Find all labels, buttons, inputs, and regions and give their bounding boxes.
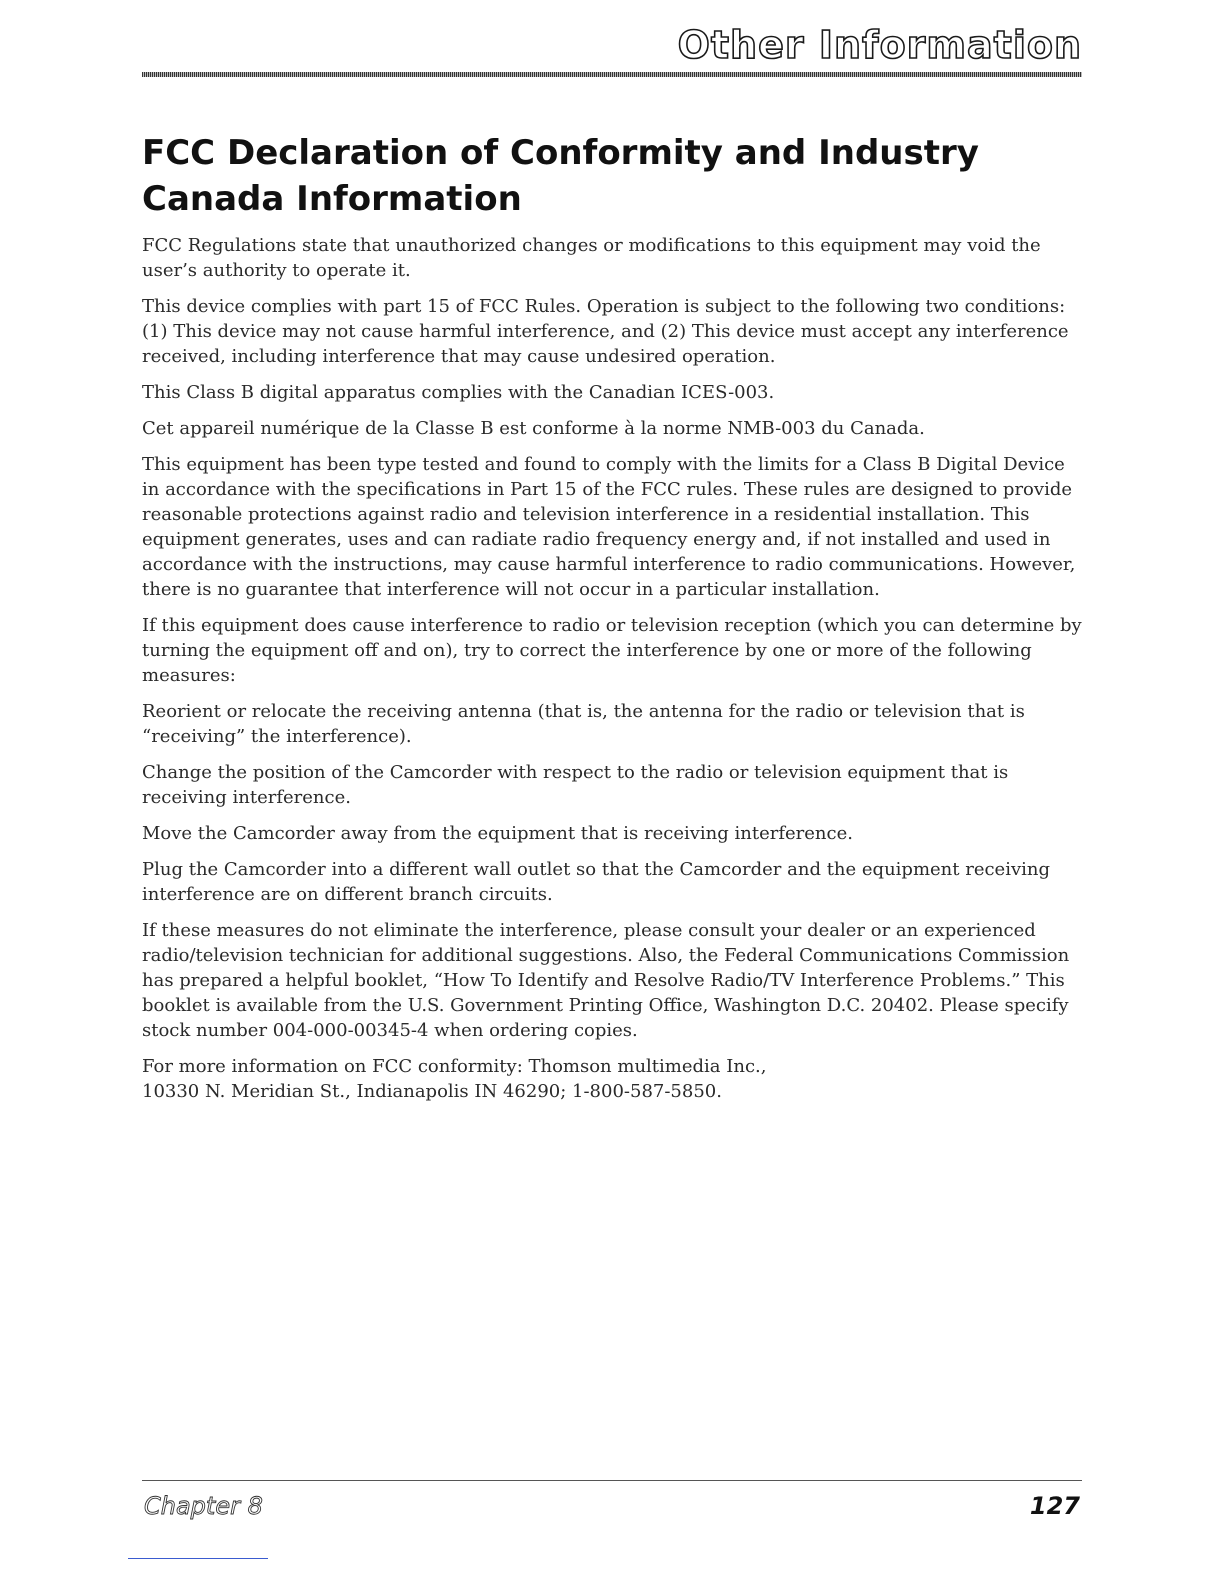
contact-info	[142, 1054, 1082, 1104]
corner-mark	[128, 1558, 268, 1559]
paragraph-ices-003: This Class B digital apparatus complies with the Canadian ICES-003.	[142, 382, 775, 403]
paragraph-class-b-testing: This equipment has been type tested and found to comply with the limits for a Class B Digital Device in accordance with the specifications in Part 15 of the FCC rules. These rules are designed to provide reasonable protections against radio and television interference in a residential installation. This equipment generates, uses and can radiate radio frequency energy and, if not installed and used in accordance with the instructions, may cause harmful interference to radio communications. However, there is no guarantee that interference will not occur in a particular installation.	[142, 454, 1076, 600]
paragraph-interference-intro: If this equipment does cause interference to radio or television reception (which you can determine by turning the equipment off and on), try to correct the interference by one or more of the following measures:	[142, 615, 1082, 686]
body-text	[142, 233, 1082, 1115]
paragraph-reorient: Reorient or relocate the receiving antenna (that is, the antenna for the radio or television that is “receiving” the interference).	[142, 701, 1025, 747]
section-header: Other Information	[677, 23, 1082, 67]
contact-line-1: For more information on FCC conformity: Thomson multimedia Inc.,	[142, 1056, 767, 1077]
paragraph-booklet: If these measures do not eliminate the interference, please consult your dealer or an experienced radio/television technician for additional suggestions. Also, the Federal Communications Commission has prepared a helpful booklet, “How To Identify and Resolve Radio/TV Interference Problems.” This booklet is available from the U.S. Government Printing Office, Washington D.C. 20402. Please specify stock number 004-000-00345-4 when ordering copies.	[142, 920, 1070, 1041]
paragraph-move-away: Move the Camcorder away from the equipment that is receiving interference.	[142, 823, 853, 844]
page-number: 127	[1029, 1492, 1080, 1520]
footer-rule	[142, 1480, 1082, 1481]
footer-chapter: Chapter 8	[144, 1492, 263, 1520]
paragraph-change-position: Change the position of the Camcorder with respect to the radio or television equipment that is receiving interference.	[142, 762, 1009, 808]
paragraph-fcc-regulations: FCC Regulations state that unauthorized changes or modifications to this equipment may void the user’s authority to operate it.	[142, 235, 1041, 281]
page-title: FCC Declaration of Conformity and Industry Canada Information	[142, 133, 979, 219]
paragraph-nmb-003: Cet appareil numérique de la Classe B est conforme à la norme NMB-003 du Canada.	[142, 418, 925, 439]
paragraph-outlet: Plug the Camcorder into a different wall outlet so that the Camcorder and the equipment receiving interference are on different branch circuits.	[142, 859, 1050, 905]
header-rule	[142, 72, 1082, 77]
contact-line-2: 10330 N. Meridian St., Indianapolis IN 46290; 1-800-587-5850.	[142, 1081, 722, 1102]
paragraph-part-15: This device complies with part 15 of FCC Rules. Operation is subject to the following two conditions: (1) This device may not cause harmful interference, and (2) This device must accept any interference received, including interference that may cause undesired operation.	[142, 296, 1069, 367]
